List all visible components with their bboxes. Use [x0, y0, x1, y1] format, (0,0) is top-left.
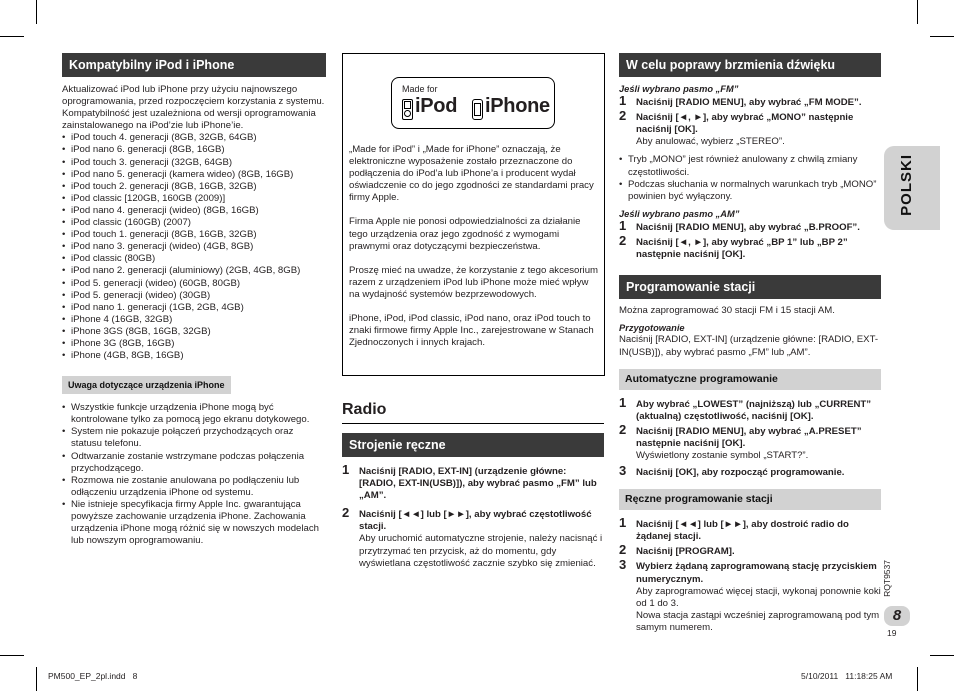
- step-number: 1: [619, 394, 627, 410]
- step-text: Naciśnij [RADIO MENU], aby wybrać „B.PROOF”.: [636, 221, 860, 233]
- step-number: 1: [619, 93, 627, 109]
- list-item: • iPod 5. generacji (wideo) (30GB): [62, 290, 326, 302]
- compat-heading: Kompatybilny iPod i iPhone: [62, 53, 326, 77]
- list-item: • iPod nano 2. generacji (aluminiowy) (2GB, 4GB, 8GB): [62, 265, 326, 277]
- crop-mark: [0, 655, 24, 656]
- auto-step-3: [619, 463, 881, 479]
- list-item: • iPod classic (160GB) (2007): [62, 217, 326, 229]
- list-item: • iPhone 3GS (8GB, 16GB, 32GB): [62, 326, 326, 338]
- step-number: 3: [619, 557, 627, 573]
- auto-heading: Automatyczne programowanie: [619, 369, 881, 390]
- box-paragraph: „Made for iPod” i „Made for iPhone” oznaczają, że elektroniczne wyposażenie zostało przeznaczone do podłączenia do iPod’a lub iPhone’a i producent wydał oświadczenie co do jego zgodności ze standardami pracy firmy Apple.: [349, 144, 594, 204]
- list-item: • Odtwarzanie zostanie wstrzymane podczas połączenia przychodzącego.: [62, 451, 326, 475]
- step-text: Naciśnij [OK], aby rozpocząć programowanie.: [636, 467, 845, 479]
- prep-label: Przygotowanie: [619, 323, 685, 334]
- step-number: 1: [619, 515, 627, 531]
- step-note: Nowa stacja zastąpi wcześniej zaprogramowaną pod tym samym numerem.: [636, 609, 880, 633]
- list-item: • iPhone (4GB, 8GB, 16GB): [62, 350, 326, 362]
- am-step-1: [619, 217, 881, 234]
- footer-date: 5/10/2011 11:18:25 AM: [801, 671, 893, 681]
- made-for-box: [342, 53, 605, 376]
- list-item: • Rozmowa nie zostanie anulowana po podłączeniu lub odłączeniu urządzenia iPhone od systemu.: [62, 475, 326, 499]
- step-number: 2: [619, 542, 627, 558]
- crop-mark: [0, 36, 24, 37]
- step-text: Naciśnij [◄, ►], aby wybrać „MONO” następnie naciśnij [OK].: [636, 112, 854, 136]
- step-text: Wybierz żądaną zaprogramowaną stację przyciskiem numerycznym.: [636, 561, 877, 585]
- crop-mark: [917, 667, 918, 691]
- strojenie-heading: Strojenie ręczne: [342, 433, 604, 457]
- compat-intro: Aktualizować iPod lub iPhone przy użyciu najnowszego oprogramowania, przed rozpoczęciem korzystania z systemu.: [62, 84, 325, 108]
- list-item: • iPod nano 5. generacji (kamera wideo) (8GB, 16GB): [62, 169, 326, 181]
- iphone-notes-list: [62, 402, 326, 547]
- fm-notes: [619, 154, 881, 202]
- list-item: • iPod touch 4. generacji (8GB, 32GB, 64GB): [62, 132, 326, 144]
- list-item: • iPod 5. generacji (wideo) (60GB, 80GB): [62, 278, 326, 290]
- prep-text: Naciśnij [RADIO, EXT-IN] (urządzenie główne: [RADIO, EXT-IN(USB)]), aby wybrać pasmo „FM” lub „AM”.: [619, 334, 879, 358]
- step-2: [342, 505, 604, 569]
- step-number: 1: [619, 217, 627, 233]
- list-item: • Podczas słuchania w normalnych warunkach tryb „MONO” powinien być wyłączony.: [619, 179, 881, 203]
- fm-step-2: [619, 108, 881, 148]
- manual-step-3: [619, 557, 881, 634]
- step-text: Naciśnij [PROGRAM].: [636, 546, 735, 558]
- made-for-logo: [391, 77, 555, 129]
- prog-heading: Programowanie stacji: [619, 275, 881, 299]
- list-item: • iPod touch 3. generacji (32GB, 64GB): [62, 157, 326, 169]
- list-item: • iPod touch 1. generacji (8GB, 16GB, 32GB): [62, 229, 326, 241]
- iphone-note-heading: Uwaga dotyczące urządzenia iPhone: [62, 376, 231, 394]
- page-number: 8: [884, 606, 910, 626]
- step-1: [342, 462, 604, 502]
- step-number: 2: [619, 108, 627, 124]
- step-number: 1: [342, 462, 350, 477]
- step-text: Naciśnij [◄◄] lub [►►], aby dostroić radio do żądanej stacji.: [636, 519, 849, 543]
- iphone-device-icon: [472, 99, 483, 120]
- list-item: • iPod nano 3. generacji (wideo) (4GB, 8GB): [62, 241, 326, 253]
- step-note: Wyświetlony zostanie symbol „START?”.: [636, 449, 809, 461]
- made-for-label: Made for: [402, 84, 438, 94]
- box-paragraph: iPhone, iPod, iPod classic, iPod nano, oraz iPod touch to znaki firmowe firmy Apple Inc., zarejestrowane w Stanach Zjednoczonych i innych krajach.: [349, 313, 594, 349]
- step-text: Naciśnij [◄, ►], aby wybrać „BP 1” lub „BP 2” następnie naciśnij [OK].: [636, 237, 848, 261]
- step-note: Aby anulować, wybierz „STEREO”.: [636, 136, 785, 148]
- list-item: • iPod touch 2. generacji (8GB, 16GB, 32GB): [62, 181, 326, 193]
- doc-code: RQT9537: [882, 560, 892, 597]
- manual-step-1: [619, 515, 881, 543]
- step-text: Naciśnij [RADIO MENU], aby wybrać „FM MODE”.: [636, 97, 862, 109]
- step-number: 2: [619, 421, 627, 437]
- list-item: • iPod nano 6. generacji (8GB, 16GB): [62, 144, 326, 156]
- crop-mark: [930, 36, 954, 37]
- ipod-device-icon: [402, 99, 413, 120]
- language-label: POLSKI: [898, 154, 915, 216]
- auto-step-2: [619, 421, 881, 462]
- list-item: • iPhone 3G (8GB, 16GB): [62, 338, 326, 350]
- am-step-2: [619, 233, 881, 261]
- step-text: Naciśnij [◄◄] lub [►►], aby wybrać częstotliwość stacji.: [359, 509, 592, 533]
- am-label: Jeśli wybrano pasmo „AM”: [619, 208, 740, 219]
- list-item: • iPod nano 4. generacji (wideo) (8GB, 16GB): [62, 205, 326, 217]
- list-item: • Tryb „MONO” jest również anulowany z chwilą zmiany częstotliwości.: [619, 154, 881, 178]
- radio-title: Radio: [342, 400, 604, 424]
- fm-label: Jeśli wybrano pasmo „FM”: [619, 84, 739, 94]
- step-number: 2: [619, 233, 627, 249]
- footer-file: PM500_EP_2pl.indd 8: [48, 671, 138, 681]
- iphone-wordmark: iPhone: [485, 95, 550, 117]
- sound-heading: W celu poprawy brzmienia dźwięku: [619, 53, 881, 77]
- list-item: • iPod classic (80GB): [62, 253, 326, 265]
- step-text: Naciśnij [RADIO MENU], aby wybrać „A.PRESET” następnie naciśnij [OK].: [636, 425, 862, 449]
- language-tab: [884, 146, 940, 230]
- made-for-text: [349, 144, 599, 349]
- list-item: • Nie istnieje specyfikacja firmy Apple Inc. gwarantująca powyższe zachowanie urządzenia iPhone. Zachowania urządzenia iPhone mogą różnić się w nowszych modelach lub nowszym oprogramowaniu.: [62, 499, 326, 547]
- auto-step-1: [619, 394, 881, 423]
- ipod-wordmark: iPod: [415, 95, 458, 117]
- step-note: Aby zaprogramować więcej stacji, wykonaj ponownie koki od 1 do 3.: [636, 585, 881, 609]
- crop-mark: [917, 0, 918, 24]
- box-paragraph: Firma Apple nie ponosi odpowiedzialności za działanie tego urządzenia oraz jego zgodność z wymogami prawnymi oraz dotyczącymi bezpieczeństwa.: [349, 216, 581, 252]
- list-item: • iPhone 4 (16GB, 32GB): [62, 314, 326, 326]
- step-text: Aby wybrać „LOWEST” (najniższą) lub „CURRENT” (aktualną) częstotliwość, naciśnij [OK].: [636, 398, 872, 422]
- list-item: • iPod nano 1. generacji (1GB, 2GB, 4GB): [62, 302, 326, 314]
- crop-mark: [36, 0, 37, 24]
- fm-step-1: [619, 93, 881, 109]
- prog-paragraph: Można zaprogramować 30 stacji FM i 15 stacji AM.: [619, 305, 835, 317]
- step-number: 3: [619, 463, 627, 479]
- crop-mark: [36, 667, 37, 691]
- right-column: [619, 53, 881, 634]
- step-number: 2: [342, 505, 350, 521]
- manual-heading: Ręczne programowanie stacji: [619, 489, 881, 510]
- step-text: Naciśnij [RADIO, EXT-IN] (urządzenie główne: [RADIO, EXT-IN(USB)]), aby wybrać pasmo „FM” lub „AM”.: [359, 466, 597, 502]
- crop-mark: [930, 655, 954, 656]
- box-paragraph: Proszę mieć na uwadze, że korzystanie z tego akcesorium razem z urządzeniem iPod lub iPhone może mieć wpływ na wydajność systemów bezprzewodowych.: [349, 264, 599, 300]
- compat-note: Kompatybilność jest uzależniona od wersji oprogramowania zainstalowanego na iPod’zie lub iPhone’ie.: [62, 108, 316, 132]
- radio-section: [342, 400, 604, 570]
- left-column: [62, 53, 326, 547]
- list-item: • Wszystkie funkcje urządzenia iPhone mogą być kontrolowane tylko za pomocą jego ekranu dotykowego.: [62, 402, 326, 426]
- list-item: • iPod classic [120GB, 160GB (2009)]: [62, 193, 326, 205]
- manual-step-2: [619, 542, 881, 558]
- list-item: • System nie pokazuje połączeń przychodzących oraz statusu telefonu.: [62, 426, 326, 450]
- step-note: Aby uruchomić automatyczne strojenie, należy nacisnąć i przytrzymać ten przycisk, aż do momentu, gdy wyświetlana częstotliwość zacznie szybko się zmieniać.: [359, 533, 603, 569]
- page-number-small: 19: [887, 628, 897, 638]
- device-list: [62, 132, 326, 362]
